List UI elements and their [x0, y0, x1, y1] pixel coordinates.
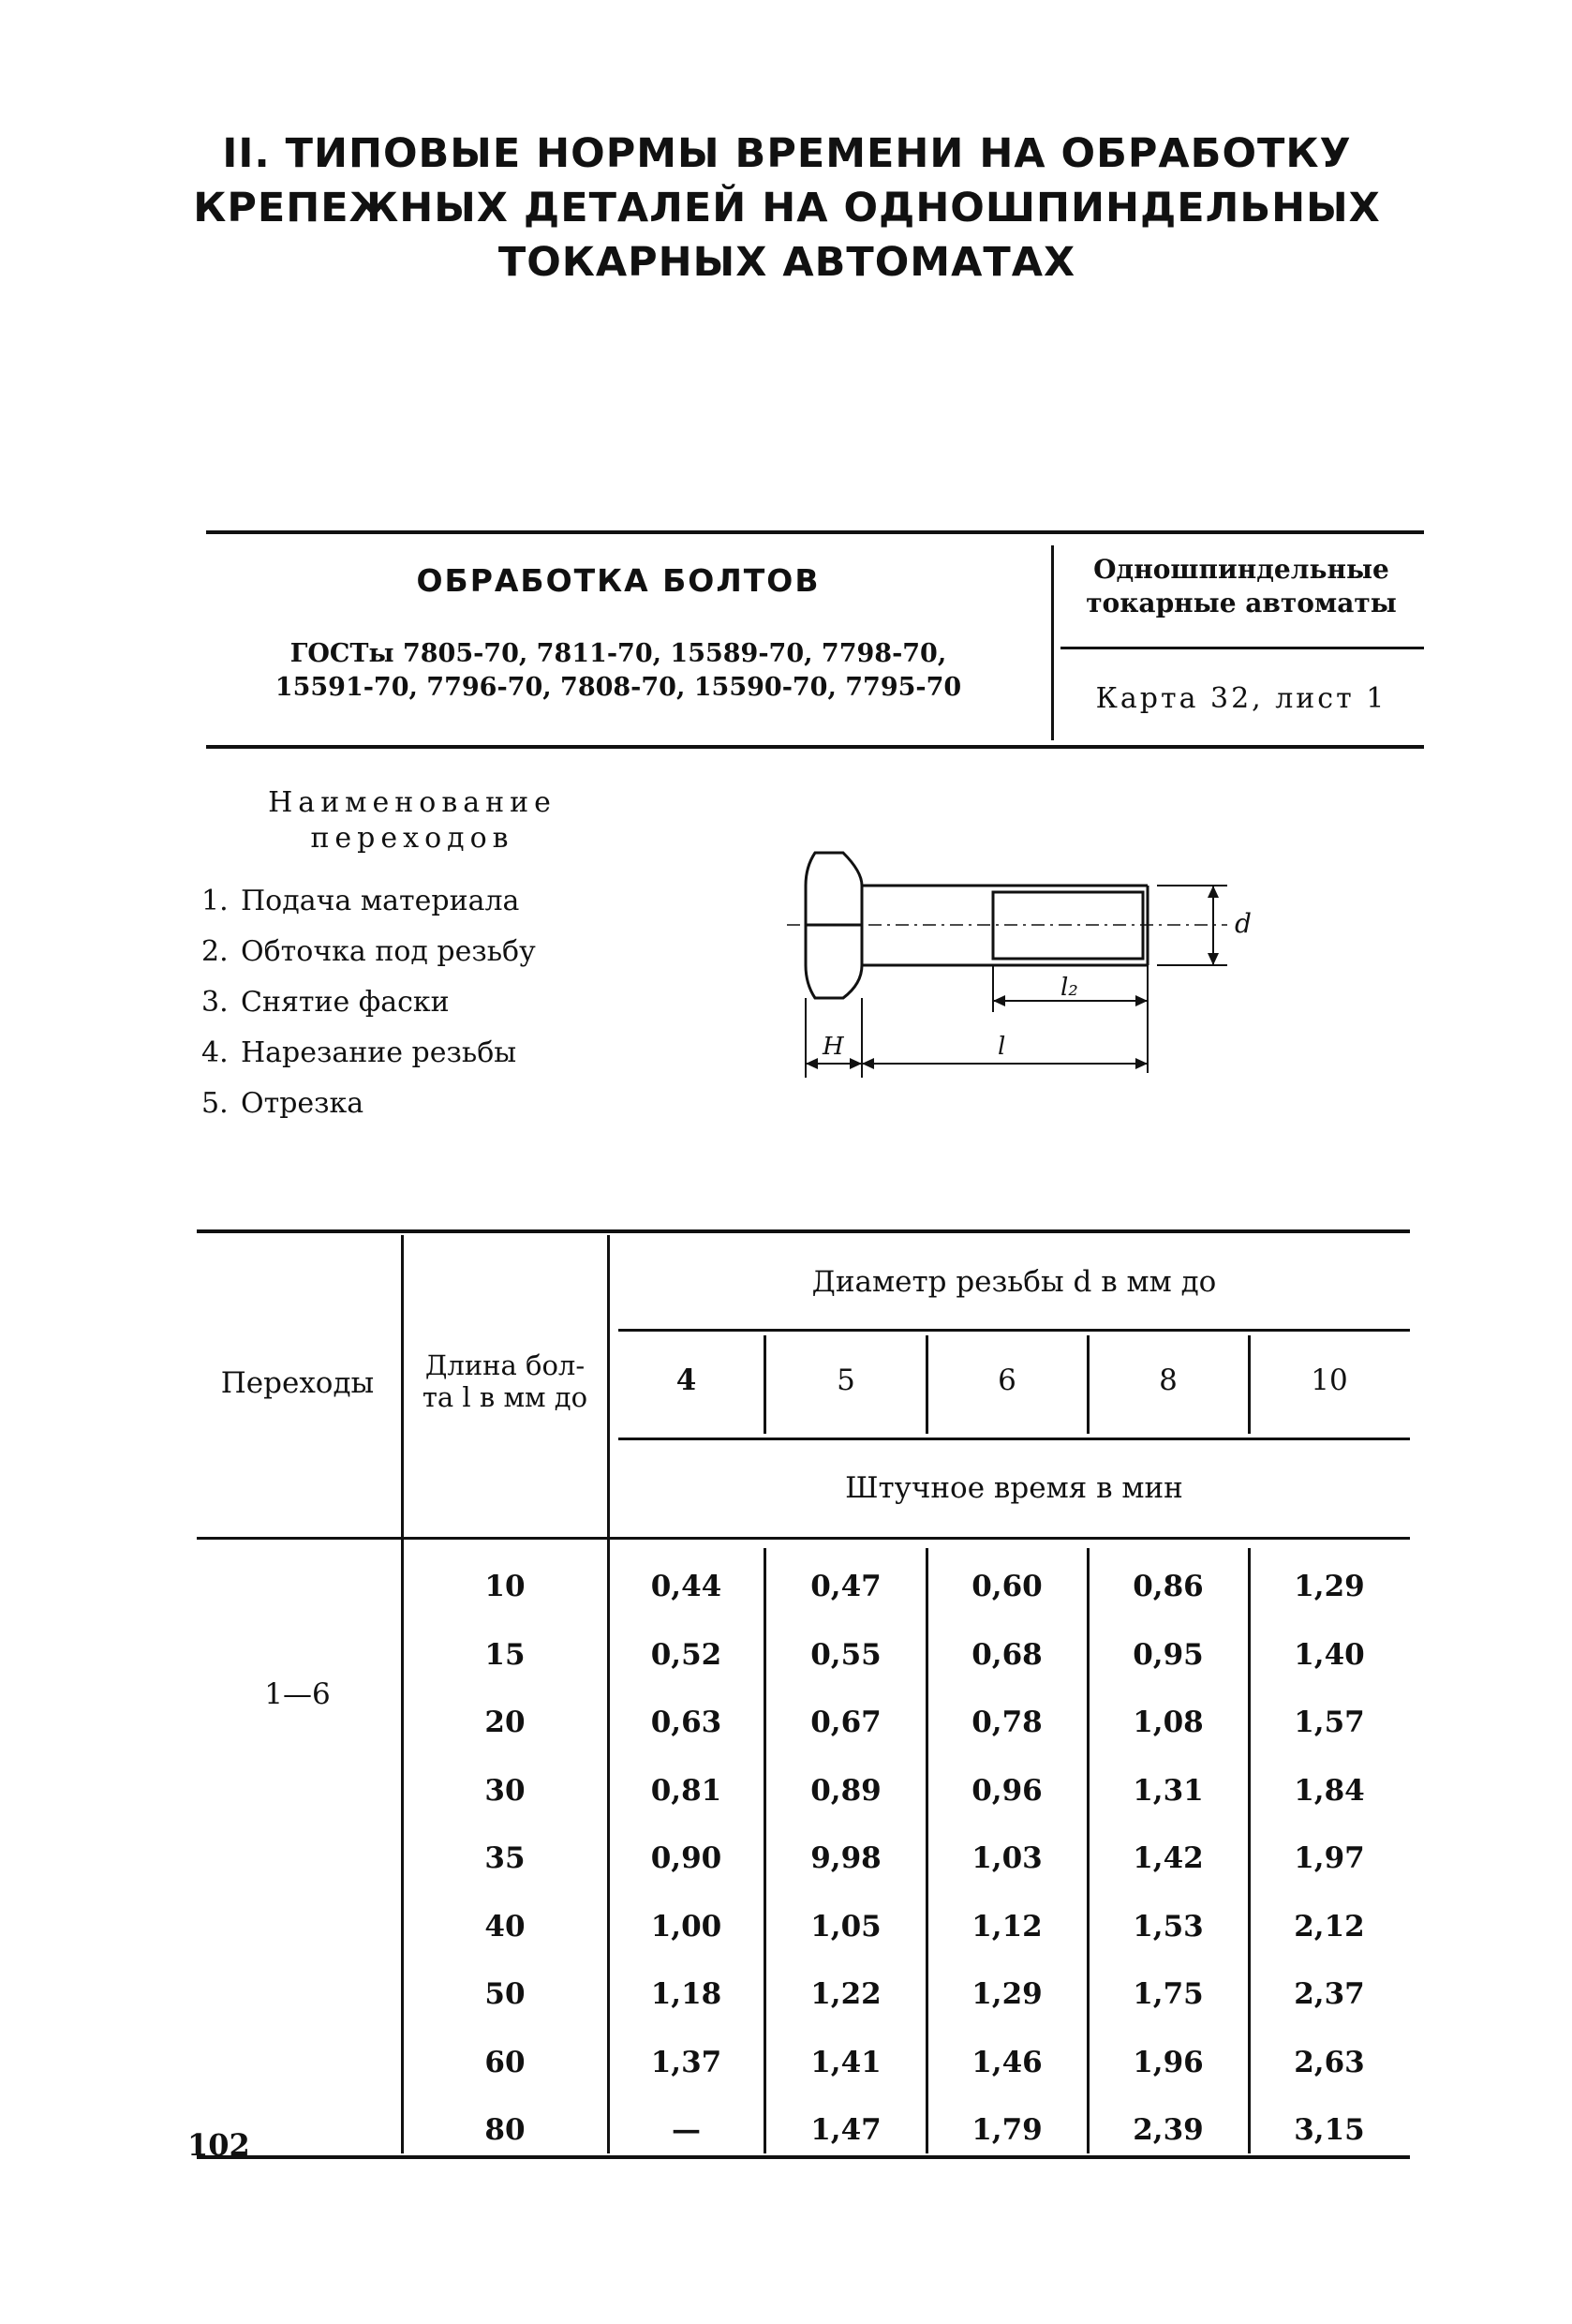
col-length-header-line-2: та l в мм до	[422, 1381, 588, 1413]
time-value-cell: 0,90	[650, 1841, 722, 1875]
time-value-cell: 0,68	[971, 1638, 1043, 1672]
diameter-8: 8	[1159, 1363, 1178, 1397]
time-value-cell: 0,89	[810, 1774, 882, 1808]
section-title	[141, 127, 1433, 290]
operations-heading	[239, 785, 586, 857]
time-value-cell: 1,05	[810, 1910, 882, 1944]
section-title-line-1: II. ТИПОВЫЕ НОРМЫ ВРЕМЕНИ НА ОБРАБОТКУ	[222, 130, 1352, 177]
section-title-line-3: ТОКАРНЫХ АВТОМАТАХ	[497, 239, 1076, 286]
row-length-cell: 15	[484, 1638, 526, 1672]
time-header-rule	[618, 1438, 1410, 1440]
time-value-cell: 1,41	[810, 2046, 882, 2079]
operation-item	[201, 977, 536, 1028]
row-length-cell: 30	[484, 1774, 526, 1808]
time-value-cell: 0,47	[810, 1570, 882, 1603]
time-value-cell: 0,60	[971, 1570, 1043, 1603]
time-value-cell: 0,52	[650, 1638, 722, 1672]
time-value-cell: 9,98	[810, 1841, 882, 1875]
operation-text: Обточка под резьбу	[241, 935, 536, 968]
operation-item	[201, 1079, 536, 1129]
table-bottom-rule	[197, 2155, 1410, 2159]
operation-item	[201, 876, 536, 927]
col-length-header-line-1: Длина бол-	[424, 1349, 586, 1381]
label-l: l	[998, 1033, 1006, 1061]
header-right-divider	[1060, 647, 1424, 649]
time-value-cell: 1,96	[1133, 2046, 1204, 2079]
operation-text: Нарезание резьбы	[241, 1036, 517, 1069]
time-value-cell: 0,96	[971, 1774, 1043, 1808]
time-value-cell: 1,31	[1133, 1774, 1204, 1808]
time-value-cell: 1,00	[650, 1910, 722, 1944]
diameter-10: 10	[1311, 1363, 1348, 1397]
diameter-4: 4	[675, 1363, 697, 1397]
time-value-cell: 1,40	[1294, 1638, 1365, 1672]
time-value-cell: 0,78	[971, 1706, 1043, 1739]
time-value-cell: 2,39	[1133, 2113, 1204, 2147]
gost-list	[206, 637, 1031, 705]
row-length-cell: 35	[484, 1841, 526, 1875]
operation-text: Снятие фаски	[241, 986, 450, 1019]
time-value-cell: 1,75	[1133, 1977, 1204, 2011]
operation-number: 2.	[201, 935, 229, 968]
operations-heading-line-1: Наименование	[268, 786, 556, 819]
operations-heading-line-2: переходов	[310, 822, 514, 855]
operations-list	[201, 876, 536, 1129]
diameter-header: Диаметр резьбы d в мм до	[811, 1265, 1217, 1299]
machine-type	[1059, 553, 1424, 620]
machine-line-1: Одношпиндельные	[1093, 554, 1389, 585]
operation-text: Подача материала	[241, 885, 520, 917]
gost-line-2: 15591-70, 7796-70, 7808-70, 15590-70, 7795-70	[274, 673, 962, 702]
time-value-cell: 1,03	[971, 1841, 1043, 1875]
label-H: H	[823, 1033, 844, 1061]
gost-line-1: ГОСТы 7805-70, 7811-70, 15589-70, 7798-70,	[289, 639, 947, 668]
time-value-cell: 1,18	[650, 1977, 722, 2011]
time-value-cell: 1,08	[1133, 1706, 1204, 1739]
time-value-cell: 1,29	[971, 1977, 1043, 2011]
time-value-cell: 1,97	[1294, 1841, 1365, 1875]
page-number: 102	[187, 2127, 250, 2163]
time-value-cell: 0,95	[1133, 1638, 1204, 1672]
time-value-cell: 0,55	[810, 1638, 882, 1672]
time-value-cell: 1,57	[1294, 1706, 1365, 1739]
row-length-cell: 20	[484, 1706, 526, 1739]
time-value-cell: 2,37	[1294, 1977, 1365, 2011]
operation-number: 5.	[201, 1087, 229, 1120]
time-value-cell: 1,29	[1294, 1570, 1365, 1603]
label-d: d	[1235, 908, 1252, 939]
bolt-drawing	[787, 834, 1252, 1096]
diameter-6: 6	[998, 1363, 1016, 1397]
time-value-cell: 1,47	[810, 2113, 882, 2147]
row-length-cell: 10	[484, 1570, 526, 1603]
section-title-line-2: КРЕПЕЖНЫХ ДЕТАЛЕЙ НА ОДНОШПИНДЕЛЬНЫХ	[193, 185, 1381, 231]
time-value-cell: 1,79	[971, 2113, 1043, 2147]
table-top-rule	[197, 1229, 1410, 1233]
time-value-cell: 2,63	[1294, 2046, 1365, 2079]
operation-number: 4.	[201, 1036, 229, 1069]
time-value-cell: 2,12	[1294, 1910, 1365, 1944]
row-length-cell: 40	[484, 1910, 526, 1944]
time-value-cell: 0,86	[1133, 1570, 1204, 1603]
time-value-cell: 0,44	[650, 1570, 722, 1603]
time-value-cell: 1,84	[1294, 1774, 1365, 1808]
label-l2: l₂	[1060, 974, 1078, 1002]
time-value-cell: 0,81	[650, 1774, 722, 1808]
time-value-cell: 1,42	[1133, 1841, 1204, 1875]
operation-text: Отрезка	[241, 1087, 364, 1120]
time-value-cell: 1,37	[650, 2046, 722, 2079]
table-header-bottom-rule	[197, 1537, 1410, 1540]
diameter-header-rule	[618, 1329, 1410, 1332]
operation-item	[201, 927, 536, 977]
header-top-rule	[206, 530, 1424, 534]
diameter-5: 5	[837, 1363, 855, 1397]
operation-number: 3.	[201, 986, 229, 1019]
time-value-cell: 1,53	[1133, 1910, 1204, 1944]
row-length-cell: 50	[484, 1977, 526, 2011]
time-value-cell: 0,67	[810, 1706, 882, 1739]
time-value-cell: —	[672, 2113, 701, 2147]
time-value-cell: 1,12	[971, 1910, 1043, 1944]
col-length-header	[403, 1349, 607, 1413]
time-value-cell: 1,22	[810, 1977, 882, 2011]
machine-line-2: токарные автоматы	[1086, 588, 1397, 618]
time-value-cell: 0,63	[650, 1706, 722, 1739]
row-length-cell: 80	[484, 2113, 526, 2147]
col-transitions-header: Переходы	[220, 1366, 375, 1400]
row-length-cell: 60	[484, 2046, 526, 2079]
header-title: ОБРАБОТКА БОЛТОВ	[416, 562, 821, 599]
operation-item	[201, 1028, 536, 1079]
time-value-cell: 3,15	[1294, 2113, 1365, 2147]
operation-number: 1.	[201, 885, 229, 917]
time-value-cell: 1,46	[971, 2046, 1043, 2079]
time-header: Штучное время в мин	[845, 1471, 1183, 1505]
transitions-value: 1—6	[264, 1677, 331, 1711]
header-vertical-divider	[1051, 545, 1054, 740]
header-bottom-rule	[206, 745, 1424, 749]
card-number: Карта 32, лист 1	[1095, 682, 1387, 715]
